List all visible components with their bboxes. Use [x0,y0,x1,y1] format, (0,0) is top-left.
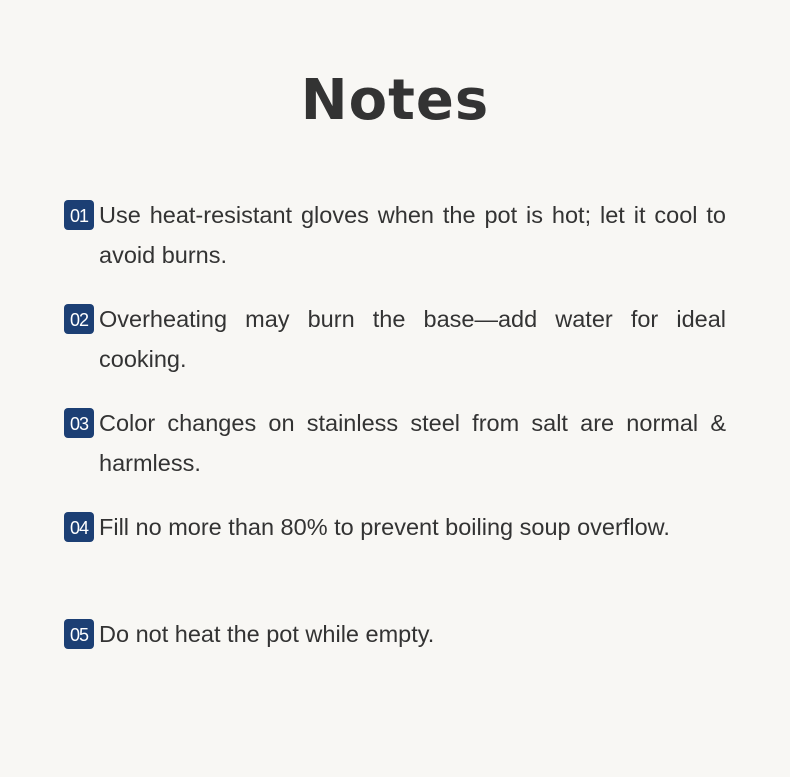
note-item [64,299,726,379]
note-text: Color changes on stainless steel from salt are normal & harmless. [99,410,726,476]
note-text: Use heat-resistant gloves when the pot is hot; let it cool to avoid burns. [99,202,726,268]
note-item [64,507,726,547]
note-item [64,403,726,483]
note-number-badge: 04 [64,512,94,542]
note-number-badge: 02 [64,304,94,334]
note-number-badge: 05 [64,619,94,649]
note-item [64,195,726,275]
note-text: Do not heat the pot while empty. [99,621,435,647]
note-item [64,614,726,654]
note-number-badge: 03 [64,408,94,438]
note-text: Fill no more than 80% to prevent boiling soup overflow. [99,514,670,540]
note-text: Overheating may burn the base—add water for ideal cooking. [99,306,726,372]
note-number-badge: 01 [64,200,94,230]
page-title: Notes [300,68,490,133]
